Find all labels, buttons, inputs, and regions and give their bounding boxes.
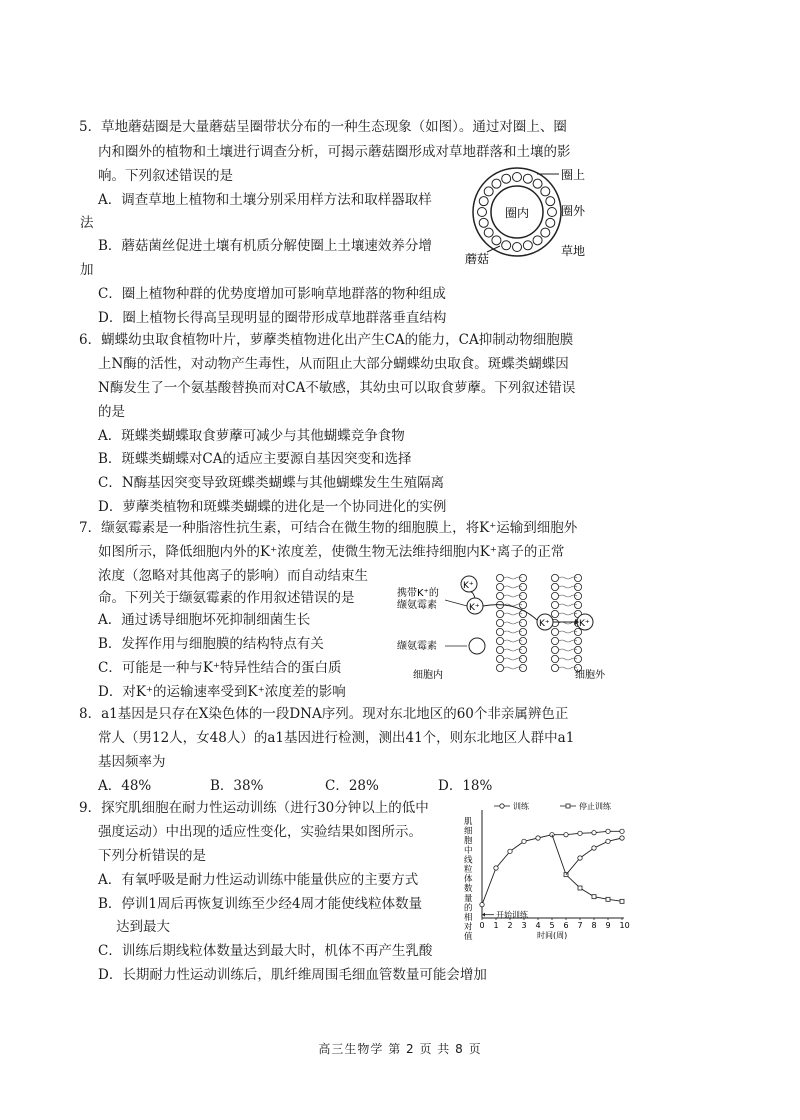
lipid-head [551, 646, 558, 653]
legend-marker-stop [566, 804, 570, 808]
q5-stem-line-3: 响。下列叙述错误的是 [98, 168, 233, 184]
q7-stem-line-1: 7．缬氨霉素是一种脂溶性抗生素，可结合在微生物的细胞膜上，将K⁺运输到细胞外 [79, 520, 578, 536]
annotation-start-training: 开始训练 [496, 910, 528, 920]
fig7-ion-outside: K⁺ [579, 619, 590, 629]
fig7-outside-label: 细胞外 [575, 670, 605, 681]
data-point [592, 846, 596, 850]
y-axis-label-char: 值 [464, 932, 473, 943]
chart-series [480, 829, 624, 920]
mushroom-dot [548, 208, 557, 217]
q5-option-b: B．蘑菇菌丝促进土壤有机质分解使圈上土壤速效养分增 [98, 238, 432, 254]
mushroom-dot [541, 228, 550, 237]
series-line-0 [482, 831, 622, 904]
lipid-head [496, 646, 503, 653]
lipid-head [551, 628, 558, 635]
data-point [606, 839, 610, 843]
y-axis-label-char: 对 [464, 922, 473, 933]
q6-stem-line-4: 的是 [98, 404, 125, 420]
mushroom-dot [484, 187, 493, 196]
page-footer: 高三生物学 第 2 页 共 8 页 [318, 1042, 482, 1056]
mushroom-dot [502, 241, 511, 250]
fig7-inside-label: 细胞内 [413, 670, 443, 681]
data-point [578, 886, 582, 890]
x-tick-label: 9 [605, 921, 611, 930]
lipid-head [551, 664, 558, 671]
q6-stem-line-3: N酶发生了一个氨基酸替换而对CA不敏感，其幼虫可以取食萝藦。下列叙述错误 [98, 380, 576, 396]
lipid-head [519, 637, 526, 644]
q8-stem-line-1: 8．a1基因是只存在X染色体的一段DNA序列。现对东北地区的60个非亲属辨色正 [79, 706, 569, 722]
fig5-mushroom-label: 蘑菇 [465, 252, 490, 266]
q5-option-a: A．调查草地上植物和土壤分别采用样方法和取样器取样 [98, 192, 432, 208]
q9-option-c: C．训练后期线粒体数量达到最大时，机体不再产生乳酸 [98, 943, 433, 959]
q7-stem-line-3: 浓度（忽略对其他离子的影响）而自动结束生 [98, 568, 368, 584]
lipid-head [519, 628, 526, 635]
q9-stem-line-3: 下列分析错误的是 [98, 848, 206, 864]
legend-label-stop: 停止训练 [579, 802, 611, 811]
lipid-head [519, 619, 526, 626]
mushroom-dot [533, 236, 542, 245]
lipid-head [519, 583, 526, 590]
q9-option-b-cont: 达到最大 [116, 919, 170, 935]
q7-option-a: A．通过诱导细胞坏死抑制细菌生长 [98, 612, 311, 628]
fig5-outside-label: 圈外 [561, 204, 586, 218]
data-point [508, 849, 512, 853]
data-point [620, 899, 624, 903]
data-point [536, 836, 540, 840]
mushroom-dot [513, 173, 522, 182]
valinomycin-figure [395, 570, 625, 690]
data-point [620, 836, 624, 840]
mushroom-dot [523, 241, 532, 250]
q7-option-d: D．对K⁺的运输速率受到K⁺浓度差的影响 [98, 684, 346, 700]
y-axis-label-char: 线 [464, 855, 473, 866]
data-point [606, 897, 610, 901]
x-tick-label: 3 [521, 921, 527, 930]
q6-option-a: A．斑蝶类蝴蝶取食萝藦可减少与其他蝴蝶竞争食物 [98, 428, 405, 444]
q5-option-d: D．圈上植物长得高呈现明显的圈带形成草地群落垂直结构 [98, 310, 447, 326]
data-point [592, 830, 596, 834]
mitochondria-chart [462, 796, 634, 946]
q6-option-d: D．萝藦类植物和斑蝶类蝴蝶的进化是一个协同进化的实例 [98, 499, 447, 515]
lipid-head [551, 655, 558, 662]
data-point [480, 902, 484, 906]
lipid-head [574, 646, 581, 653]
lipid-head [496, 574, 503, 581]
fig5-ring-label: 圈上 [561, 168, 586, 182]
chart-legend [494, 801, 612, 811]
x-tick-label: 7 [577, 921, 583, 930]
lipid-head [496, 619, 503, 626]
mushroom-dot [478, 208, 487, 217]
x-tick-label: 10 [619, 921, 630, 930]
mushroom-dot [492, 179, 501, 188]
q8-stem-line-2: 常人（男12人，女48人）的a1基因进行检测，测出41个，则东北地区人群中a1 [98, 730, 575, 746]
y-axis-label-char: 粒 [464, 865, 473, 875]
q6-option-b: B．斑蝶类蝴蝶对CA的适应主要源自基因突变和选择 [98, 451, 412, 467]
mushroom-dot [546, 218, 555, 227]
q7-option-c: C．可能是一种与K⁺特异性结合的蛋白质 [98, 660, 342, 676]
data-point [564, 832, 568, 836]
mushroom-dot [533, 179, 542, 188]
y-axis-label-char: 数 [464, 884, 473, 895]
lipid-head [574, 592, 581, 599]
q9-option-d: D．长期耐力性运动训练后，肌纤维周围毛细血管数量可能会增加 [98, 967, 487, 983]
lipid-head [496, 637, 503, 644]
q9-stem-line-2: 强度运动）中出现的适应性变化，实验结果如图所示。 [98, 824, 422, 840]
chart-ylabel [464, 817, 473, 942]
fig5-inside-label: 圈内 [505, 206, 530, 220]
chart-x-ticks [480, 918, 630, 940]
data-point [522, 839, 526, 843]
series-line-1 [552, 835, 622, 902]
lipid-head [574, 637, 581, 644]
lipid-head [519, 646, 526, 653]
data-point [620, 829, 624, 833]
series-line-2 [566, 838, 622, 875]
x-axis-label: 时间(周) [537, 931, 568, 940]
q5-option-b-cont: 加 [80, 262, 94, 278]
q7-stem-line-4: 命。下列关于缬氨霉素的作用叙述错误的是 [98, 590, 355, 606]
lipid-head [574, 628, 581, 635]
lipid-head [574, 655, 581, 662]
y-axis-label-char: 的 [464, 903, 473, 914]
y-axis-label-char: 相 [464, 913, 473, 923]
lipid-head [519, 664, 526, 671]
mushroom-dot [492, 236, 501, 245]
q6-option-c: C．N酶基因突变导致斑蝶类蝴蝶与其他蝴蝶发生生殖隔离 [98, 475, 445, 491]
x-tick-label: 4 [535, 921, 541, 930]
x-tick-label: 6 [563, 921, 569, 930]
fig7-carrier-label-1: 携带K⁺的 [397, 588, 439, 599]
legend-label-train: 训练 [513, 802, 529, 811]
fig5-grassland-label: 草地 [561, 244, 586, 258]
lipid-head [551, 601, 558, 608]
mushroom-dot [484, 228, 493, 237]
data-point [606, 829, 610, 833]
lipid-head [551, 610, 558, 617]
q8-option-a: A．48% [98, 778, 152, 794]
mushroom-ring-figure [465, 160, 605, 270]
lipid-head [574, 601, 581, 608]
mushroom-dot [479, 197, 488, 206]
x-tick-label: 1 [493, 921, 499, 930]
fig7-carrier-label-2: 缬氨霉素 [397, 600, 437, 611]
mushroom-dot [502, 174, 511, 183]
q9-stem-line-1: 9．探究肌细胞在耐力性运动训练（进行30分钟以上的低中 [79, 800, 429, 816]
q9-option-a: A．有氧呼吸是耐力性运动训练中能量供应的主要方式 [98, 872, 419, 888]
q9-option-b: B．停训1周后再恢复训练至少经4周才能使线粒体数量 [98, 896, 423, 912]
q6-stem-line-1: 6．蝴蝶幼虫取食植物叶片，萝藦类植物进化出产生CA的能力，CA抑制动物细胞膜 [79, 332, 574, 348]
lipid-head [496, 664, 503, 671]
lipid-head [519, 601, 526, 608]
x-tick-label: 5 [549, 921, 555, 930]
y-axis-label-char: 胞 [464, 836, 473, 847]
q8-stem-line-3: 基因频率为 [98, 754, 166, 770]
lipid-head [496, 592, 503, 599]
lipid-head [551, 574, 558, 581]
data-point [578, 856, 582, 860]
q7-option-b: B．发挥作用与细胞膜的结构特点有关 [98, 636, 324, 652]
mushroom-dot [513, 243, 522, 252]
y-axis-label-char: 肌 [464, 817, 473, 827]
y-axis-label-char: 细 [464, 826, 473, 837]
chart-axes [482, 810, 624, 918]
mushroom-dot [523, 174, 532, 183]
q8-option-d: D．18% [438, 778, 493, 794]
q8-option-b: B．38% [210, 778, 264, 794]
mushroom-dot [541, 187, 550, 196]
mushroom-dot [479, 218, 488, 227]
lipid-head [519, 655, 526, 662]
x-tick-label: 0 [479, 921, 485, 930]
data-point [578, 831, 582, 835]
y-axis-label-char: 体 [464, 874, 473, 885]
lipid-head [551, 592, 558, 599]
q5-option-c: C．圈上植物种群的优势度增加可影响草地群落的物种组成 [98, 286, 446, 302]
x-tick-label: 8 [591, 921, 597, 930]
q7-stem-line-2: 如图所示，降低细胞内外的K⁺浓度差，使微生物无法维持细胞内K⁺离子的正常 [98, 544, 565, 560]
lipid-head [574, 574, 581, 581]
data-point [592, 895, 596, 899]
lipid-head [496, 610, 503, 617]
data-point [494, 866, 498, 870]
fig7-ion-top: K⁺ [463, 581, 474, 591]
lipid-head [496, 583, 503, 590]
mushroom-dot [546, 197, 555, 206]
fig7-valino-label: 缬氨霉素 [397, 641, 437, 652]
lipid-head [551, 583, 558, 590]
lipid-head [496, 628, 503, 635]
q8-option-c: C．28% [325, 778, 379, 794]
fig7-ion-carrier: K⁺ [469, 603, 480, 613]
lipid-head [519, 592, 526, 599]
q5-stem-line-1: 5．草地蘑菇圈是大量蘑菇呈圈带状分布的一种生态现象（如图）。通过对圈上、圈 [79, 119, 567, 135]
lipid-head [519, 574, 526, 581]
q5-option-a-cont: 法 [80, 215, 94, 231]
y-axis-label-char: 量 [464, 893, 473, 904]
q6-stem-line-2: 上N酶的活性，对动物产生毒性，从而阻止大部分蝴蝶幼虫取食。斑蝶类蝴蝶因 [98, 356, 569, 372]
y-axis-label-char: 中 [464, 845, 473, 856]
fig7-ion-membrane: K⁺ [539, 619, 550, 629]
legend-marker-train [500, 804, 504, 808]
lipid-head [574, 583, 581, 590]
x-tick-label: 2 [507, 921, 513, 930]
lipid-head [496, 655, 503, 662]
q5-stem-line-2: 内和圈外的植物和土壤进行调查分析，可揭示蘑菇圈形成对草地群落和土壤的影 [98, 144, 571, 160]
lipid-head [551, 637, 558, 644]
